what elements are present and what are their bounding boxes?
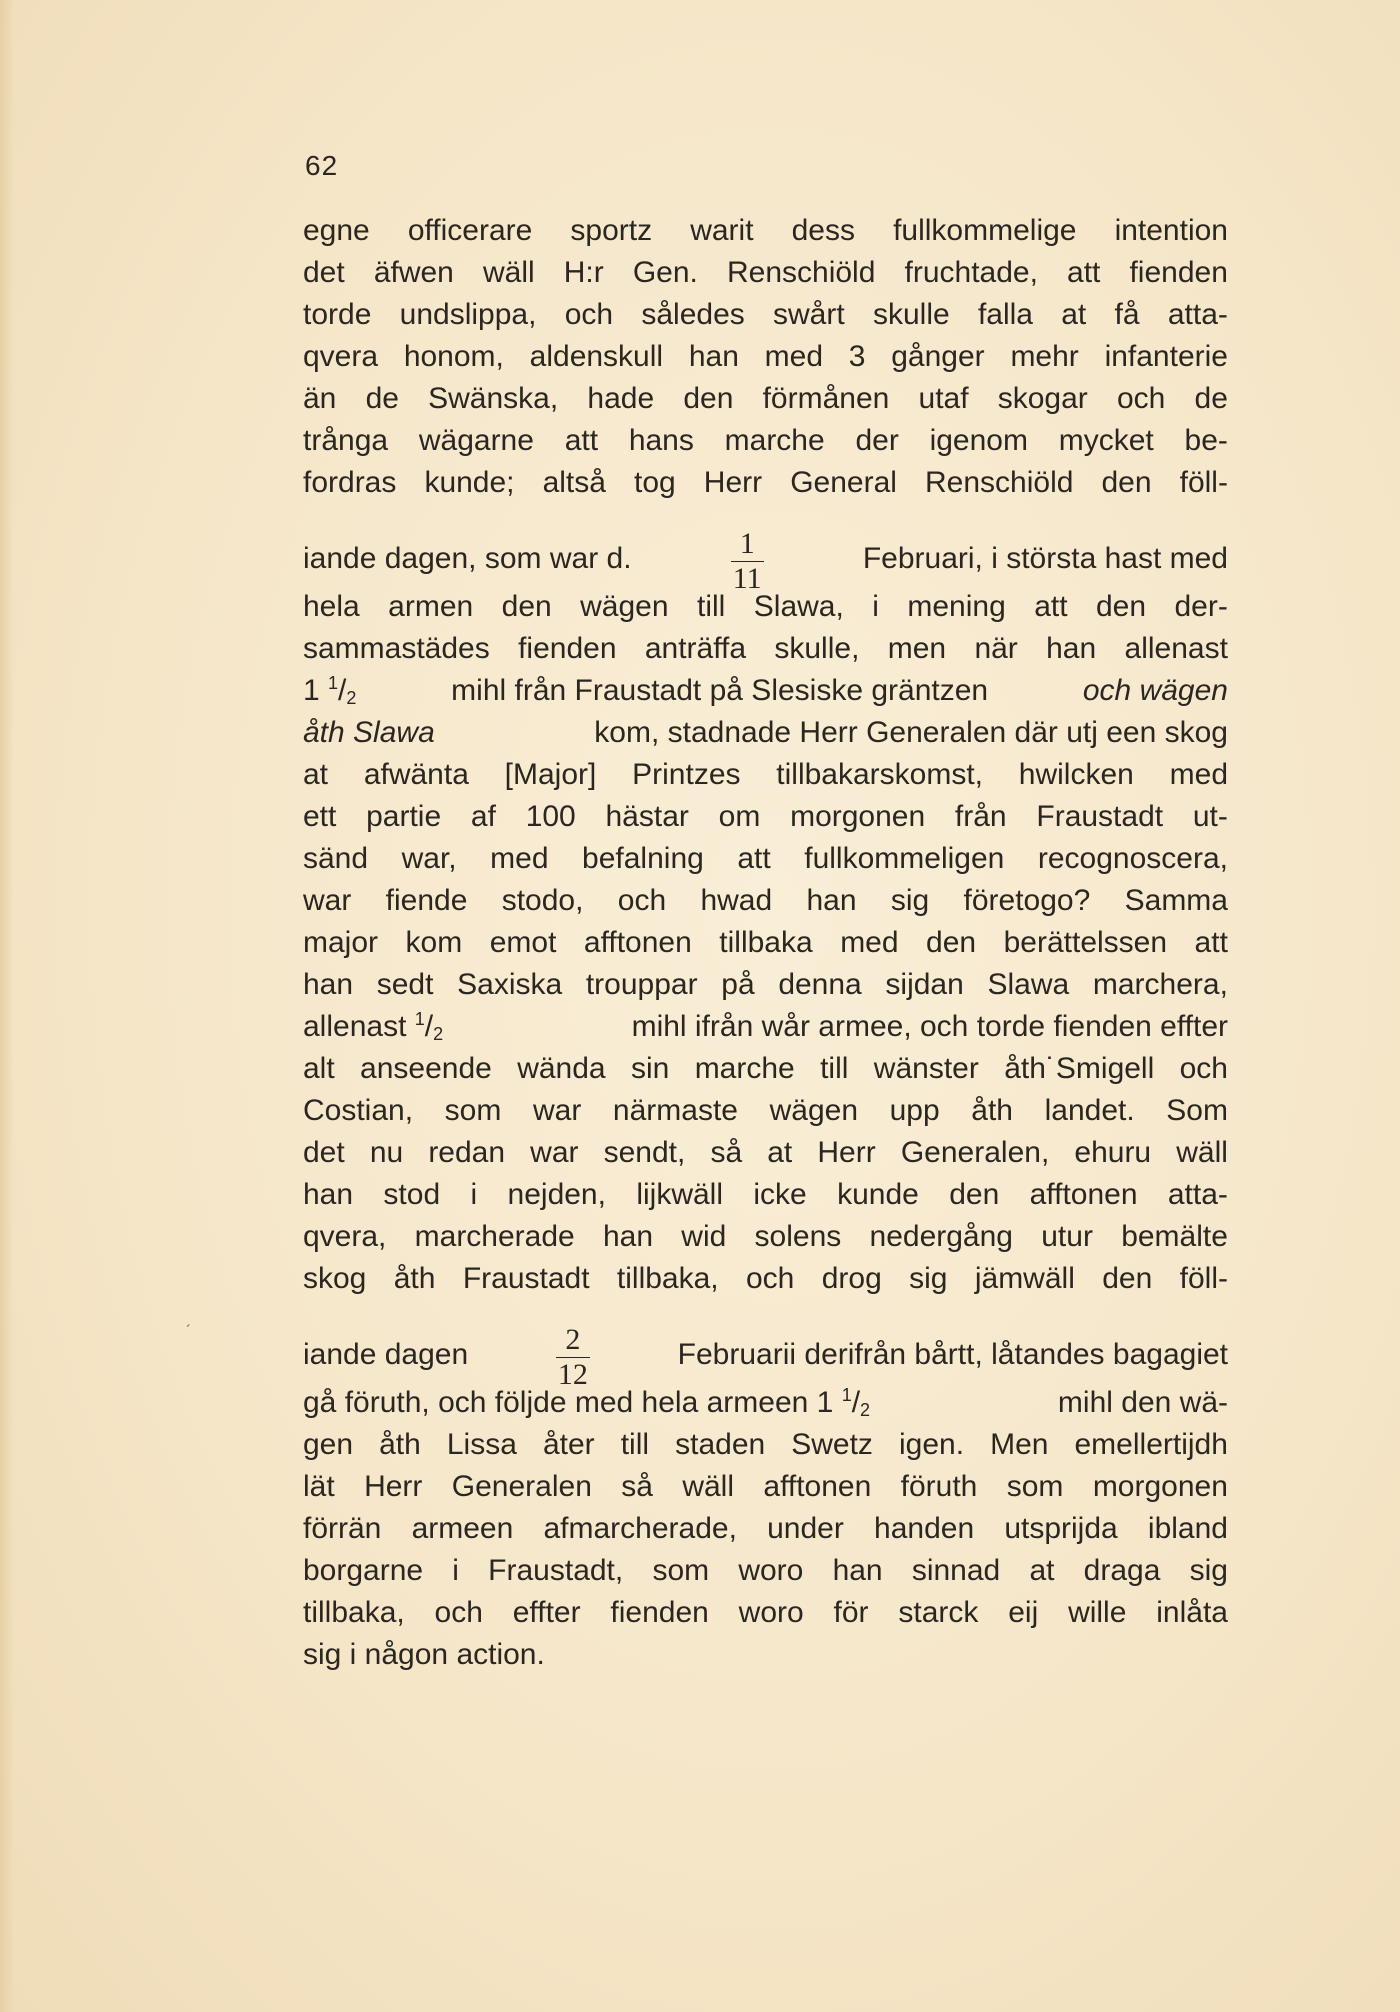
text-segment: Februarii derifrån bårtt, låtandes bagagiet [677, 1338, 1228, 1371]
text-line [303, 336, 1228, 378]
word: Herr [817, 1136, 876, 1169]
word: att [564, 424, 599, 457]
word: till [620, 1428, 650, 1461]
text-line [303, 880, 1228, 922]
body-text [303, 210, 1228, 1676]
word: draga [1083, 1554, 1161, 1587]
word: borgarne [303, 1554, 424, 1587]
word: skog [303, 1262, 367, 1295]
text-line [303, 252, 1228, 294]
word: effter [512, 1596, 581, 1629]
word: at [303, 758, 329, 791]
fraction-numerator: 1 [739, 527, 755, 560]
word: wid [681, 1220, 727, 1253]
word: partie [366, 800, 442, 833]
text-line [303, 1508, 1228, 1550]
word: Lissa [446, 1428, 517, 1461]
word: när [974, 632, 1018, 665]
word: wäll [1176, 1136, 1228, 1169]
word: kunde; [424, 466, 515, 499]
word: med [764, 340, 824, 373]
word: fruchtade, [904, 256, 1038, 289]
word: armen [388, 590, 474, 623]
word: General [790, 466, 897, 499]
word: utur [1041, 1220, 1093, 1253]
word: lät [303, 1470, 335, 1503]
word: det [303, 256, 345, 289]
text-line-mixed [303, 1382, 1228, 1424]
margin-mark: ˊ [185, 1322, 191, 1342]
word: den [1096, 590, 1147, 623]
text-line [303, 964, 1228, 1006]
text-line-with-fraction [303, 504, 1228, 595]
word: Slawa, [753, 590, 844, 623]
word: åter [542, 1428, 595, 1461]
word: han [832, 1554, 883, 1587]
text-line [303, 628, 1228, 670]
word: officerare [407, 214, 533, 247]
word: kom [405, 926, 463, 959]
word: från [954, 800, 1007, 833]
word: så [710, 1136, 743, 1169]
word: sig [890, 884, 930, 917]
text-line [303, 420, 1228, 462]
text-line [303, 922, 1228, 964]
word: och [617, 884, 667, 917]
word: sänd [303, 842, 369, 875]
word: ibland [1147, 1512, 1228, 1545]
fraction-denominator: 12 [557, 1358, 588, 1391]
word: egne [303, 214, 370, 247]
word: icke [753, 1178, 807, 1211]
text-line [303, 462, 1228, 504]
word: än [303, 382, 337, 415]
word: hans [628, 424, 694, 457]
word: trånga [303, 424, 389, 457]
word: att [1067, 256, 1101, 289]
word: till [696, 590, 726, 623]
text-line [303, 586, 1228, 628]
word: skulle, [774, 632, 860, 665]
text-line [303, 1592, 1228, 1634]
text-segment: iande dagen, som war d. [303, 542, 632, 575]
word: at [767, 1136, 793, 1169]
text-line [303, 1174, 1228, 1216]
text-line [303, 796, 1228, 838]
text-line-with-fraction [303, 1300, 1228, 1391]
text-segment: kom, stadnade Herr Generalen där utj een skog [594, 716, 1228, 749]
word: som [1006, 1470, 1064, 1503]
word: atta- [1167, 1178, 1228, 1211]
text-segment: gå föruth, och följde med hela armeen 1 $^1$/2 [303, 1385, 871, 1420]
word: dess [791, 214, 855, 247]
word: Printzes [632, 758, 741, 791]
text-line [303, 1216, 1228, 1258]
word: war [530, 1136, 579, 1169]
word: jämwäll [974, 1262, 1075, 1295]
word: till [820, 1052, 849, 1085]
word: allenast [1124, 632, 1228, 665]
word: marcherade [414, 1220, 575, 1253]
word: major [303, 926, 379, 959]
word: fienden [518, 632, 617, 665]
word: qvera [303, 340, 379, 373]
word: den [926, 926, 977, 959]
word: staden [675, 1428, 766, 1461]
word: tillbaka [719, 926, 813, 959]
word: gen [303, 1428, 354, 1461]
word: H:r [563, 256, 604, 289]
word: nejden, [507, 1178, 606, 1211]
word: utsprijda [1004, 1512, 1118, 1545]
fraction-denominator: 11 [732, 562, 762, 595]
text-line-final: sig i någon action. [303, 1638, 545, 1671]
word: således [641, 298, 745, 331]
word: gånger [891, 340, 985, 373]
word: sinnad [911, 1554, 1001, 1587]
word: Renschiöld [726, 256, 876, 289]
word: men [887, 632, 947, 665]
text-line [303, 1550, 1228, 1592]
word: hwilcken [1018, 758, 1134, 791]
word: armeen [411, 1512, 514, 1545]
text-segment: Februari, i största hast med [862, 542, 1228, 575]
word: mehr [1010, 340, 1079, 373]
text-line [303, 294, 1228, 336]
word: inlåta [1156, 1596, 1228, 1629]
word: sig [909, 1262, 948, 1295]
word: förrän [303, 1512, 382, 1545]
word: och [434, 1596, 483, 1629]
word: morgonen [790, 800, 926, 833]
word: och [1179, 1052, 1228, 1085]
word: undslippa, [399, 298, 537, 331]
word: som [444, 1094, 502, 1127]
word: att [1034, 590, 1068, 623]
word: så [621, 1470, 653, 1503]
italic-segment: och wägen [1082, 674, 1228, 707]
text-segment: mihl från Fraustadt på Slesiske gräntzen [451, 674, 989, 707]
word: föll- [1179, 466, 1228, 499]
word: tillbaka, [616, 1262, 719, 1295]
word: alt [303, 1052, 335, 1085]
word: wända [517, 1052, 606, 1085]
word: sijdan [885, 968, 964, 1001]
word: wille [1068, 1596, 1127, 1629]
word: wägarne [418, 424, 534, 457]
word: det [303, 1136, 345, 1169]
word: i [470, 1178, 478, 1211]
word: wänster [873, 1052, 979, 1085]
word: den [949, 1178, 1000, 1211]
word: skulle [872, 298, 950, 331]
word: wäll [482, 256, 535, 289]
word: marche [724, 424, 825, 457]
text-line-mixed [303, 1006, 1228, 1048]
word: afftonen [583, 926, 692, 959]
page-binding-edge [0, 0, 14, 2012]
word: 3 [848, 340, 866, 373]
word: att [1194, 926, 1228, 959]
word: honom, [403, 340, 504, 373]
word: sedt [376, 968, 434, 1001]
word: Fraustadt, [488, 1554, 624, 1587]
word: upp [889, 1094, 940, 1127]
word: igenom [929, 424, 1028, 457]
word: Men [990, 1428, 1049, 1461]
word: sig [1189, 1554, 1228, 1587]
word: i [452, 1554, 459, 1587]
text-line-mixed [303, 712, 1228, 754]
word: Fraustadt [1036, 800, 1164, 833]
word: [Major] [504, 758, 597, 791]
word: den [1102, 1262, 1153, 1295]
word: Herr [703, 466, 763, 499]
text-line [303, 210, 1228, 252]
word: trouppar [585, 968, 698, 1001]
word: anseende [360, 1052, 492, 1085]
word: Gen. [632, 256, 698, 289]
word: falla [977, 298, 1033, 331]
word: föruth [900, 1470, 978, 1503]
word: hela [303, 590, 360, 623]
word: fullkommeligen [804, 842, 1005, 875]
word: förmånen [762, 382, 890, 415]
word: Som [1166, 1094, 1228, 1127]
word: bemälte [1121, 1220, 1228, 1253]
word: wägen [769, 1094, 858, 1127]
word: berättelssen [1003, 926, 1168, 959]
word: igen. [898, 1428, 965, 1461]
word: skogar [997, 382, 1088, 415]
word: de [365, 382, 399, 415]
word: atta- [1167, 298, 1228, 331]
word: denna [778, 968, 862, 1001]
word: och [745, 1262, 795, 1295]
word: war [532, 1094, 582, 1127]
word: wägen [580, 590, 669, 623]
word: woro [738, 1596, 804, 1629]
word: morgonen [1092, 1470, 1228, 1503]
word: Swetz [791, 1428, 873, 1461]
text-line [303, 754, 1228, 796]
text-line [303, 1424, 1228, 1466]
word: äfwen [373, 256, 454, 289]
word: den [1101, 466, 1152, 499]
word: landet. [1044, 1094, 1135, 1127]
word: at [1029, 1554, 1055, 1587]
word: wäll [682, 1470, 735, 1503]
word: Generalen [451, 1470, 592, 1503]
text-line [303, 1090, 1228, 1132]
word: marche [694, 1052, 795, 1085]
word: ut- [1192, 800, 1228, 833]
word: intention [1114, 214, 1228, 247]
word: Generalen, [900, 1136, 1050, 1169]
word: under [767, 1512, 844, 1545]
word: Fraustadt [462, 1262, 590, 1295]
word: emellertijdh [1074, 1428, 1228, 1461]
word: åth˙Smigell [1004, 1052, 1155, 1085]
word: Herr [364, 1470, 423, 1503]
word: de [1194, 382, 1228, 415]
word: fullkommelige [893, 214, 1077, 247]
word: ehuru [1074, 1136, 1152, 1169]
word: der- [1174, 590, 1228, 623]
word: qvera, [303, 1220, 387, 1253]
word: sin [630, 1052, 670, 1085]
word: infanterie [1104, 340, 1228, 373]
word: fienden [1129, 256, 1228, 289]
word: åth [393, 1262, 436, 1295]
word: närmaste [612, 1094, 738, 1127]
word: i [872, 590, 879, 623]
text-segment: mihl ifrån wår armee, och torde fienden effter [631, 1010, 1228, 1043]
word: war, [401, 842, 457, 875]
word: fordras [303, 466, 397, 499]
word: fiende [385, 884, 468, 917]
word: mycket [1058, 424, 1154, 457]
word: Slawa [987, 968, 1070, 1001]
word: nu [369, 1136, 404, 1169]
word: ett [303, 800, 337, 833]
word: stodo, [501, 884, 584, 917]
word: drog [821, 1262, 882, 1295]
date-fraction [556, 1325, 590, 1390]
word: marchera, [1092, 968, 1228, 1001]
word: hade [587, 382, 655, 415]
word: swårt [773, 298, 845, 331]
word: afwänta [363, 758, 469, 791]
word: anträffa [644, 632, 747, 665]
word: mening [907, 590, 1006, 623]
word: warit [690, 214, 754, 247]
text-segment: iande dagen [303, 1338, 469, 1371]
word: om [718, 800, 761, 833]
date-fraction [731, 529, 764, 594]
text-line [303, 1132, 1228, 1174]
word: stod [383, 1178, 441, 1211]
page-number: 62 [305, 150, 339, 181]
word: altså [542, 466, 606, 499]
word: handen [874, 1512, 975, 1545]
word: der [855, 424, 899, 457]
word: kunde [837, 1178, 919, 1211]
word: lijkwäll [636, 1178, 724, 1211]
word: och [564, 298, 614, 331]
text-segment: allenast $^1$/2 [303, 1009, 444, 1044]
word: åth [379, 1428, 421, 1461]
word: woro [738, 1554, 804, 1587]
text-line [303, 838, 1228, 880]
text-line-mixed [303, 670, 1228, 712]
word: be- [1184, 424, 1228, 457]
word: afftonen [1029, 1178, 1138, 1211]
word: tillbakarskomst, [776, 758, 984, 791]
word: war [303, 884, 352, 917]
word: afmarcherade, [543, 1512, 737, 1545]
word: han [602, 1220, 654, 1253]
word: hwad [700, 884, 773, 917]
word: tillbaka, [303, 1596, 405, 1629]
word: han [688, 340, 739, 373]
word: åth [971, 1094, 1013, 1127]
fraction-numerator: 2 [565, 1323, 581, 1356]
word: med [490, 842, 549, 875]
word: Costian, [303, 1094, 414, 1127]
word: han [806, 884, 857, 917]
word: solens [754, 1220, 842, 1253]
word: aldenskull [529, 340, 664, 373]
word: recognoscera, [1037, 842, 1228, 875]
word: starck [898, 1596, 979, 1629]
word: han [303, 1178, 354, 1211]
word: emot [489, 926, 557, 959]
word: af [470, 800, 496, 833]
word: afftonen [763, 1470, 872, 1503]
word: för [833, 1596, 869, 1629]
word: på [721, 968, 755, 1001]
word: Renschiöld [925, 466, 1074, 499]
word: nedergång [869, 1220, 1013, 1253]
text-line [303, 1048, 1228, 1090]
word: redan [428, 1136, 506, 1169]
word: få [1114, 298, 1140, 331]
word: hästar [605, 800, 689, 833]
italic-segment: åth Slawa [303, 716, 435, 749]
text-line [303, 1466, 1228, 1508]
word: den [683, 382, 734, 415]
word: torde [303, 298, 372, 331]
word: Swänska, [428, 382, 559, 415]
word: Samma [1124, 884, 1228, 917]
word: tog [634, 466, 676, 499]
word: den [501, 590, 552, 623]
word: at [1061, 298, 1087, 331]
word: med [840, 926, 899, 959]
word: och [1116, 382, 1166, 415]
word: befalning [582, 842, 704, 875]
word: föll- [1179, 1262, 1228, 1295]
word: Saxiska [457, 968, 563, 1001]
word: med [1169, 758, 1228, 791]
word: eij [1008, 1596, 1039, 1629]
text-segment: mihl den wä- [1057, 1386, 1228, 1419]
text-segment: 1 $^1$/2 [303, 673, 357, 708]
word: som [652, 1554, 710, 1587]
word: sendt, [603, 1136, 686, 1169]
word: sportz [570, 214, 653, 247]
word: 100 [525, 800, 576, 833]
text-line [303, 1258, 1228, 1300]
word: företogo? [963, 884, 1091, 917]
word: utaf [918, 382, 969, 415]
word: han [303, 968, 354, 1001]
text-line [303, 378, 1228, 420]
word: att [737, 842, 771, 875]
word: fienden [610, 1596, 709, 1629]
word: sammastädes [303, 632, 490, 665]
word: han [1046, 632, 1097, 665]
